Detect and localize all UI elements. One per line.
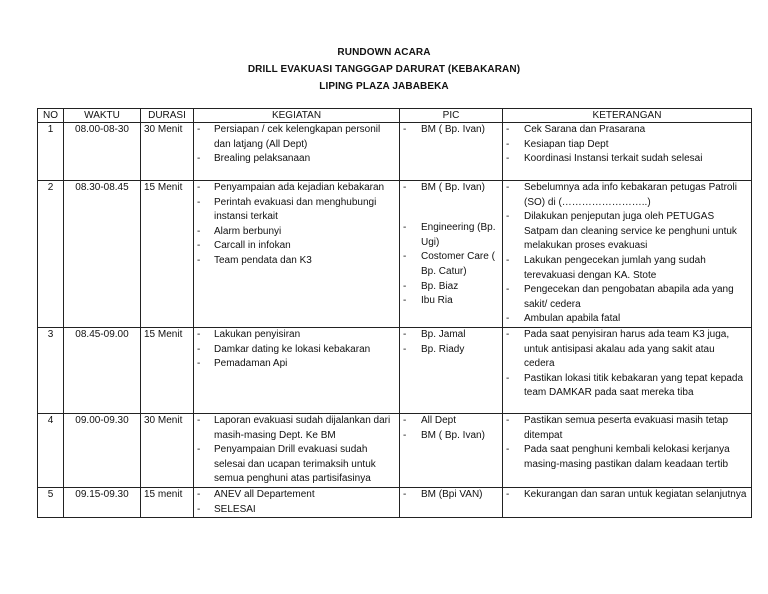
col-header-keterangan: KETERANGAN bbox=[503, 109, 752, 123]
cell-waktu: 09.15-09.30 bbox=[64, 487, 141, 517]
list-item: - Laporan evakuasi sudah dijalankan dari masih-masing Dept. Ke BM bbox=[197, 414, 396, 443]
list-item: - Kesiapan tiap Dept bbox=[506, 138, 748, 153]
list-item: - Penyampaian Drill evakuasi sudah selesai dan ucapan terimaksih untuk semua penghuni atas partisifasinya bbox=[197, 443, 396, 487]
cell-no: 3 bbox=[38, 327, 64, 413]
cell-waktu: 08.45-09.00 bbox=[64, 327, 141, 413]
list-item: - Team pendata dan K3 bbox=[197, 254, 396, 269]
col-header-durasi: DURASI bbox=[141, 109, 194, 123]
cell-pic bbox=[400, 413, 503, 487]
col-header-no: NO bbox=[38, 109, 64, 123]
cell-no: 4 bbox=[38, 413, 64, 487]
list-item: - Perintah evakuasi dan menghubungi instansi terkait bbox=[197, 196, 396, 225]
list-item: - Carcall in infokan bbox=[197, 239, 396, 254]
list-item: - Pastikan semua peserta evakuasi masih tetap ditempat bbox=[506, 414, 748, 443]
list-item: - Pengecekan dan pengobatan abapila ada yang sakit/ cedera bbox=[506, 283, 748, 312]
list-item: - Penyampaian ada kejadian kebakaran bbox=[197, 181, 396, 196]
document-subtitle: DRILL EVAKUASI TANGGGAP DARURAT (KEBAKARAN) bbox=[247, 64, 521, 75]
cell-durasi: 15 menit bbox=[141, 487, 194, 517]
cell-waktu: 08.00-08-30 bbox=[64, 123, 141, 181]
document-title: RUNDOWN ACARA bbox=[337, 47, 431, 58]
list-item: - Cek Sarana dan Prasarana bbox=[506, 123, 748, 138]
col-header-kegiatan: KEGIATAN bbox=[194, 109, 400, 123]
cell-waktu: 08.30-08.45 bbox=[64, 181, 141, 328]
table-row bbox=[38, 413, 752, 487]
list-item: - BM (Bpi VAN) bbox=[403, 488, 499, 503]
list-item: - SELESAI bbox=[197, 503, 396, 518]
cell-keterangan bbox=[503, 327, 752, 413]
col-header-waktu: WAKTU bbox=[64, 109, 141, 123]
list-item: - Engineering (Bp. Ugi) bbox=[403, 221, 499, 250]
cell-waktu: 09.00-09.30 bbox=[64, 413, 141, 487]
list-item: - Pemadaman Api bbox=[197, 357, 396, 372]
table-row bbox=[38, 123, 752, 181]
list-item: - Bp. Jamal bbox=[403, 328, 499, 343]
cell-durasi: 15 Menit bbox=[141, 327, 194, 413]
list-item: - Bp. Riady bbox=[403, 343, 499, 358]
spacer bbox=[403, 196, 499, 211]
list-item: - Alarm berbunyi bbox=[197, 225, 396, 240]
list-item: - Persiapan / cek kelengkapan personil dan latjang (All Dept) bbox=[197, 123, 396, 152]
cell-keterangan bbox=[503, 487, 752, 517]
table-row bbox=[38, 181, 752, 328]
cell-keterangan bbox=[503, 123, 752, 181]
table-row bbox=[38, 327, 752, 413]
list-item: - BM ( Bp. Ivan) bbox=[403, 181, 499, 196]
list-item: - Bp. Biaz bbox=[403, 280, 499, 295]
list-item: - Pada saat penghuni kembali kelokasi kerjanya masing-masing pastikan dalam keadaan tertib bbox=[506, 443, 748, 472]
rundown-table bbox=[37, 108, 752, 518]
list-item: - Damkar dating ke lokasi kebakaran bbox=[197, 343, 396, 358]
list-item: - Dilakukan penjeputan juga oleh PETUGAS Satpam dan cleaning service ke penghuni untuk melakukan proses evakuasi bbox=[506, 210, 748, 254]
list-item: - Ibu Ria bbox=[403, 294, 499, 309]
cell-kegiatan bbox=[194, 413, 400, 487]
cell-pic bbox=[400, 123, 503, 181]
list-item: - ANEV all Departement bbox=[197, 488, 396, 503]
cell-kegiatan bbox=[194, 487, 400, 517]
table-row bbox=[38, 487, 752, 517]
cell-pic bbox=[400, 181, 503, 328]
cell-durasi: 15 Menit bbox=[141, 181, 194, 328]
cell-kegiatan bbox=[194, 123, 400, 181]
cell-durasi: 30 Menit bbox=[141, 123, 194, 181]
list-item: - BM ( Bp. Ivan) bbox=[403, 123, 499, 138]
list-item: - Koordinasi Instansi terkait sudah selesai bbox=[506, 152, 748, 167]
list-item: - Ambulan apabila fatal bbox=[506, 312, 748, 327]
list-item: - Kekurangan dan saran untuk kegiatan selanjutnya bbox=[506, 488, 748, 503]
list-item: - Pada saat penyisiran harus ada team K3 juga, untuk antisipasi akalau ada yang sakit atau cedera bbox=[506, 328, 748, 372]
list-item: - Brealing pelaksanaan bbox=[197, 152, 396, 167]
cell-kegiatan bbox=[194, 327, 400, 413]
cell-pic bbox=[400, 487, 503, 517]
table-header-row bbox=[38, 109, 752, 123]
cell-pic bbox=[400, 327, 503, 413]
cell-durasi: 30 Menit bbox=[141, 413, 194, 487]
list-item: - Pastikan lokasi titik kebakaran yang tepat kepada team DAMKAR pada saat mereka tiba bbox=[506, 372, 748, 401]
list-item: - All Dept bbox=[403, 414, 499, 429]
cell-no: 2 bbox=[38, 181, 64, 328]
document-location: LIPING PLAZA JABABEKA bbox=[319, 81, 449, 92]
list-item: - Lakukan pengecekan jumlah yang sudah terevakuasi dengan KA. Stote bbox=[506, 254, 748, 283]
list-item: - Costomer Care ( Bp. Catur) bbox=[403, 250, 499, 279]
list-item: - Sebelumnya ada info kebakaran petugas Patroli (SO) di (……………………..) bbox=[506, 181, 748, 210]
cell-kegiatan bbox=[194, 181, 400, 328]
cell-keterangan bbox=[503, 413, 752, 487]
cell-keterangan bbox=[503, 181, 752, 328]
cell-no: 5 bbox=[38, 487, 64, 517]
list-item: - BM ( Bp. Ivan) bbox=[403, 429, 499, 444]
list-item: - Lakukan penyisiran bbox=[197, 328, 396, 343]
col-header-pic: PIC bbox=[400, 109, 503, 123]
cell-no: 1 bbox=[38, 123, 64, 181]
